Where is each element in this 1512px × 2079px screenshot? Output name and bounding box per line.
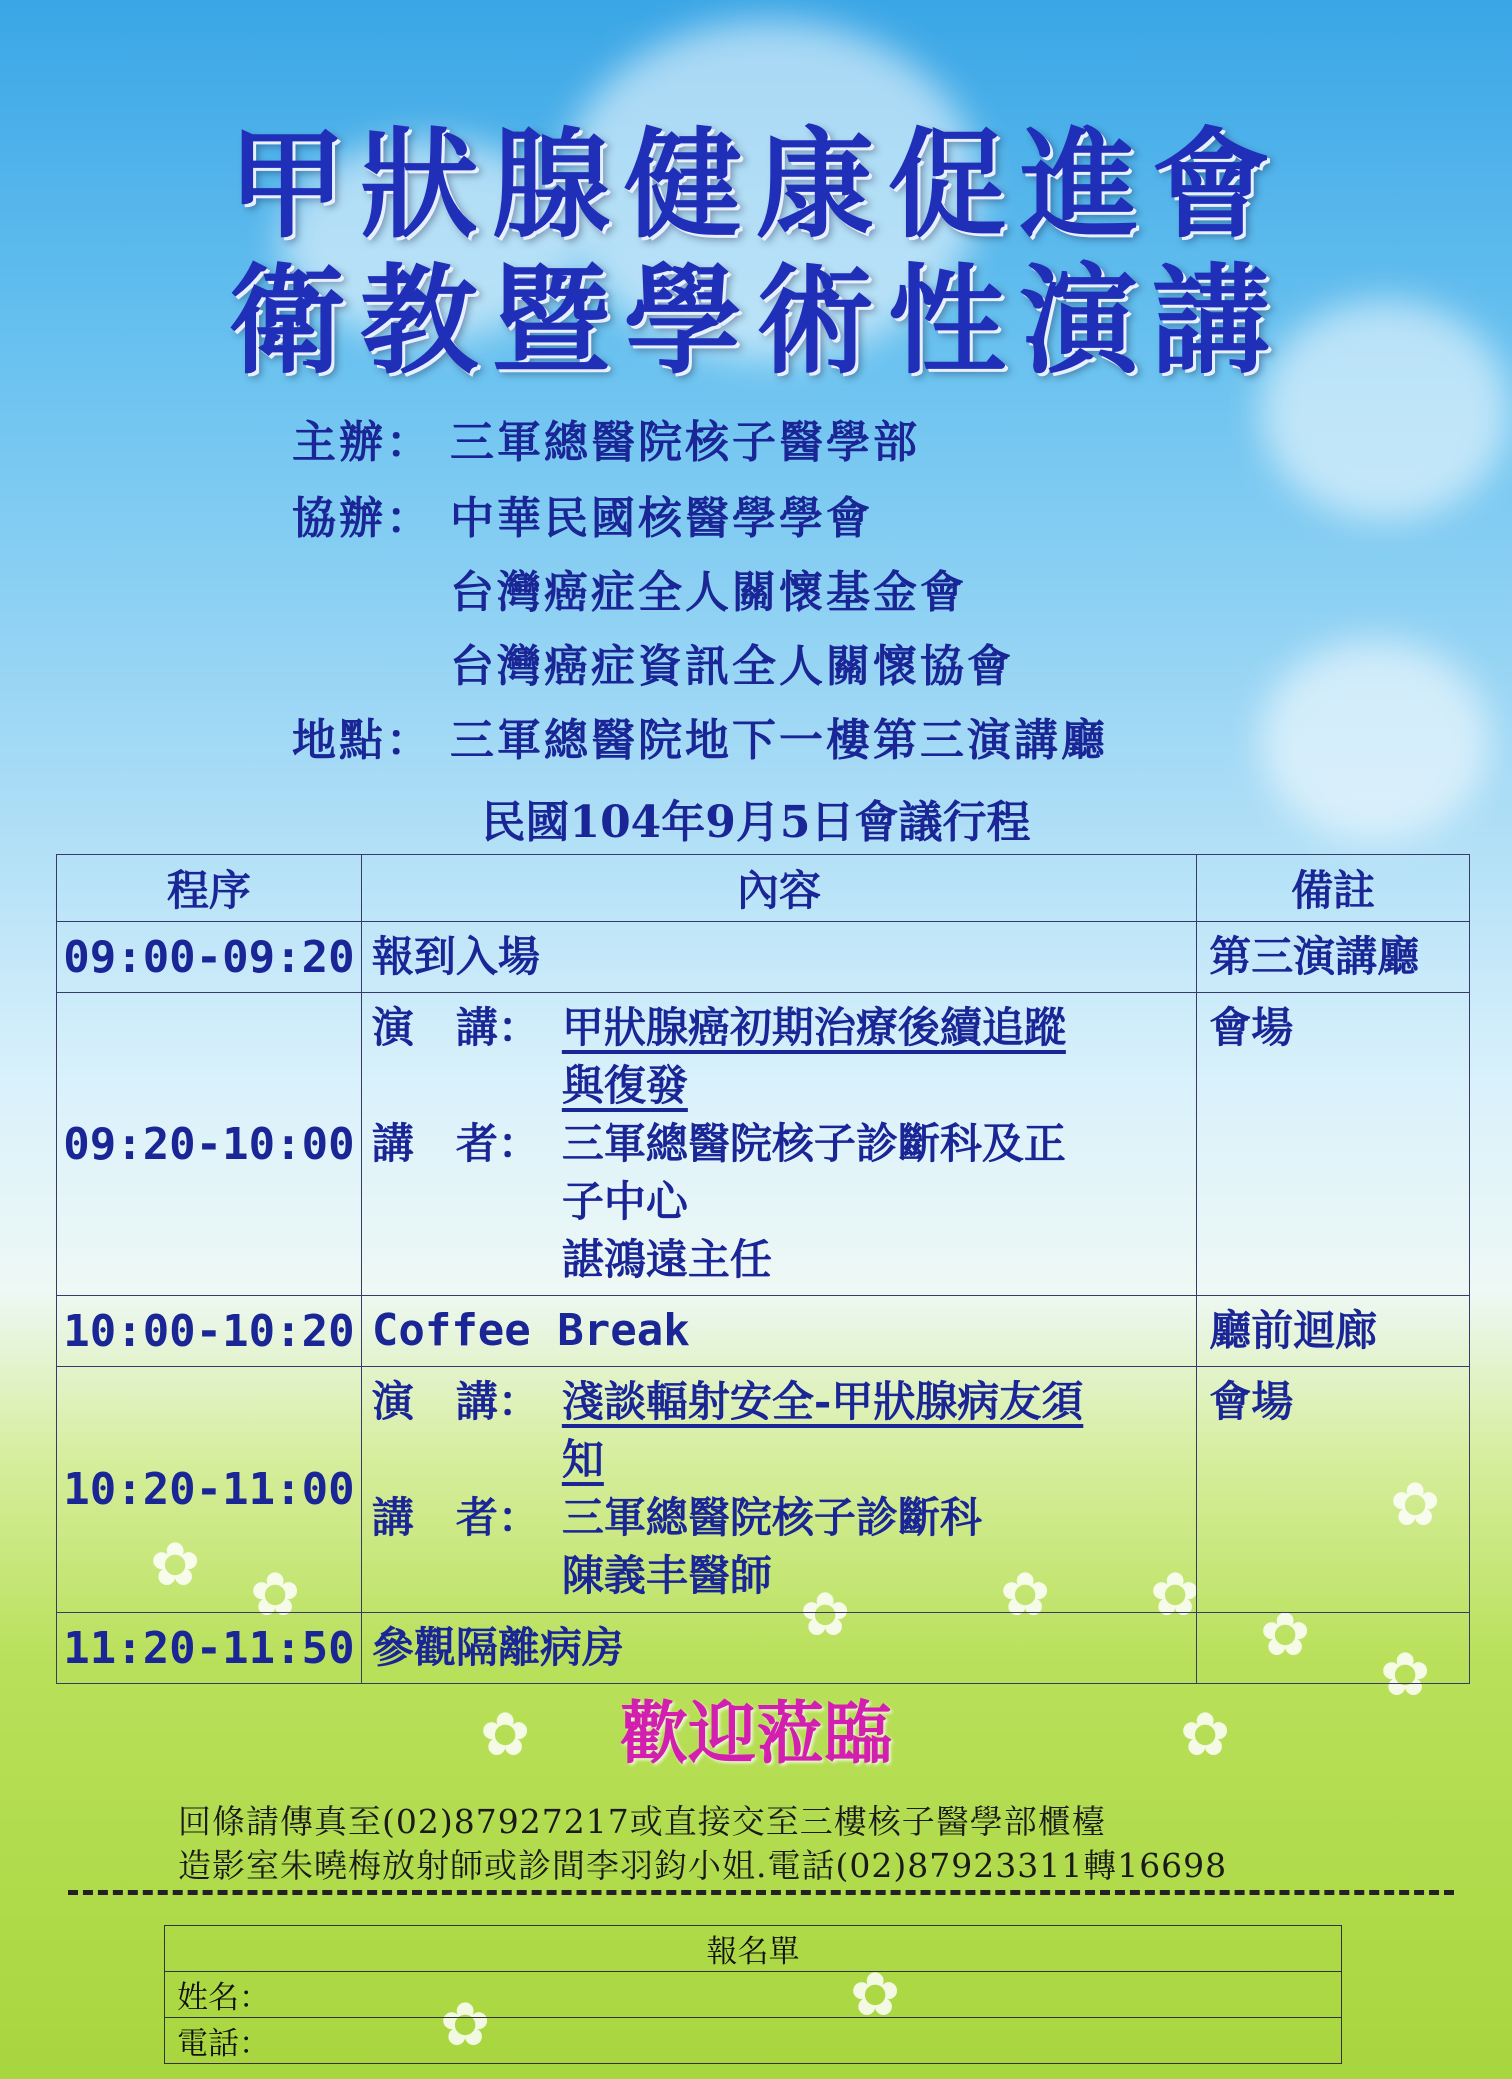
phone-label: 電話： [177, 2026, 270, 2062]
co-organizer-value: 中華民國核醫學學會 [450, 493, 873, 544]
row-content: 參觀隔離病房 [361, 1613, 1196, 1684]
name-field[interactable] [165, 1972, 1342, 2018]
table-row [57, 1296, 1470, 1367]
reply-note: 造影室朱曉梅放射師或診間李羽鈞小姐.電話(02)87923311轉16698 [178, 1846, 1228, 1885]
flower-icon: ✿ [1390, 1470, 1441, 1540]
row-content [361, 993, 1196, 1296]
flower-icon: ✿ [800, 1580, 851, 1650]
header-content: 內容 [361, 855, 1196, 922]
co-organizer-row [292, 556, 967, 620]
row-time: 09:20-10:00 [57, 993, 362, 1296]
flower-icon: ✿ [480, 1700, 531, 1770]
lecture-topic: 知 [561, 1435, 604, 1484]
flower-icon: ✿ [150, 1530, 201, 1600]
schedule-table [56, 854, 1470, 1684]
table-row [57, 1367, 1470, 1613]
header-time: 程序 [57, 855, 362, 922]
row-remark: 會場 [1197, 993, 1470, 1296]
host-label: 主辦： [292, 417, 433, 468]
venue-row [292, 704, 1108, 768]
co-organizer-row [292, 482, 873, 546]
flower-icon: ✿ [1380, 1640, 1431, 1710]
speaker-affiliation: 子中心 [561, 1177, 688, 1226]
welcome-text: 歡迎蒞臨 [619, 1694, 892, 1774]
row-time: 10:00-10:20 [57, 1296, 362, 1367]
lecture-label: 演 講： [371, 1003, 540, 1052]
flower-icon: ✿ [440, 1990, 491, 2060]
co-organizer-value: 台灣癌症資訊全人關懷協會 [450, 641, 1014, 692]
flower-icon: ✿ [1260, 1600, 1311, 1670]
speaker-affiliation: 三軍總醫院核子診斷科 [561, 1493, 982, 1542]
cut-line [68, 1890, 1454, 1895]
lecture-label: 演 講： [371, 1377, 540, 1426]
header-remark: 備註 [1197, 855, 1470, 922]
phone-field[interactable] [165, 2018, 1342, 2064]
row-content: 報到入場 [361, 922, 1196, 993]
host-value: 三軍總醫院核子醫學部 [450, 417, 920, 468]
table-row [57, 1613, 1470, 1684]
row-time: 11:20-11:50 [57, 1613, 362, 1684]
title-line-2: 衛教暨學術性演講 [227, 251, 1284, 390]
row-remark: 第三演講廳 [1197, 922, 1470, 993]
row-remark [1197, 1613, 1470, 1684]
co-organizer-row [292, 630, 1014, 694]
reply-note: 回條請傳真至(02)87927217或直接交至三樓核子醫學部櫃檯 [178, 1802, 1106, 1841]
flower-icon: ✿ [1180, 1700, 1231, 1770]
flower-icon: ✿ [1150, 1560, 1201, 1630]
flower-icon: ✿ [850, 1960, 901, 2030]
row-content [361, 1367, 1196, 1613]
row-content: Coffee Break [361, 1296, 1196, 1367]
lecture-topic: 與復發 [561, 1061, 688, 1110]
registration-title: 報名單 [165, 1926, 1342, 1972]
host-row [292, 406, 920, 470]
row-remark: 會場 [1197, 1367, 1470, 1613]
venue-value: 三軍總醫院地下一樓第三演講廳 [450, 715, 1108, 766]
speaker-name: 陳義丰醫師 [561, 1551, 772, 1600]
lecture-topic: 淺談輻射安全-甲狀腺病友須 [561, 1377, 1084, 1426]
lecture-topic: 甲狀腺癌初期治療後續追蹤 [561, 1003, 1066, 1052]
speaker-name: 諶鴻遠主任 [561, 1235, 772, 1284]
co-organizer-label: 協辦： [292, 493, 433, 544]
table-row [57, 922, 1470, 993]
speaker-label: 講 者： [371, 1119, 540, 1168]
registration-form [164, 1925, 1342, 2064]
row-remark: 廳前迴廊 [1197, 1296, 1470, 1367]
title-line-1: 甲狀腺健康促進會 [227, 115, 1284, 254]
row-time: 09:00-09:20 [57, 922, 362, 993]
speaker-label: 講 者： [371, 1493, 540, 1542]
speaker-affiliation: 三軍總醫院核子診斷科及正 [561, 1119, 1066, 1168]
table-header-row [57, 855, 1470, 922]
flower-icon: ✿ [1000, 1560, 1051, 1630]
table-row [57, 993, 1470, 1296]
row-time: 10:20-11:00 [57, 1367, 362, 1613]
flower-icon: ✿ [250, 1560, 301, 1630]
venue-label: 地點： [292, 715, 433, 766]
co-organizer-value: 台灣癌症全人關懷基金會 [450, 567, 967, 618]
name-label: 姓名： [177, 1980, 270, 2016]
schedule-title: 民國104年9月5日會議行程 [481, 797, 1031, 848]
